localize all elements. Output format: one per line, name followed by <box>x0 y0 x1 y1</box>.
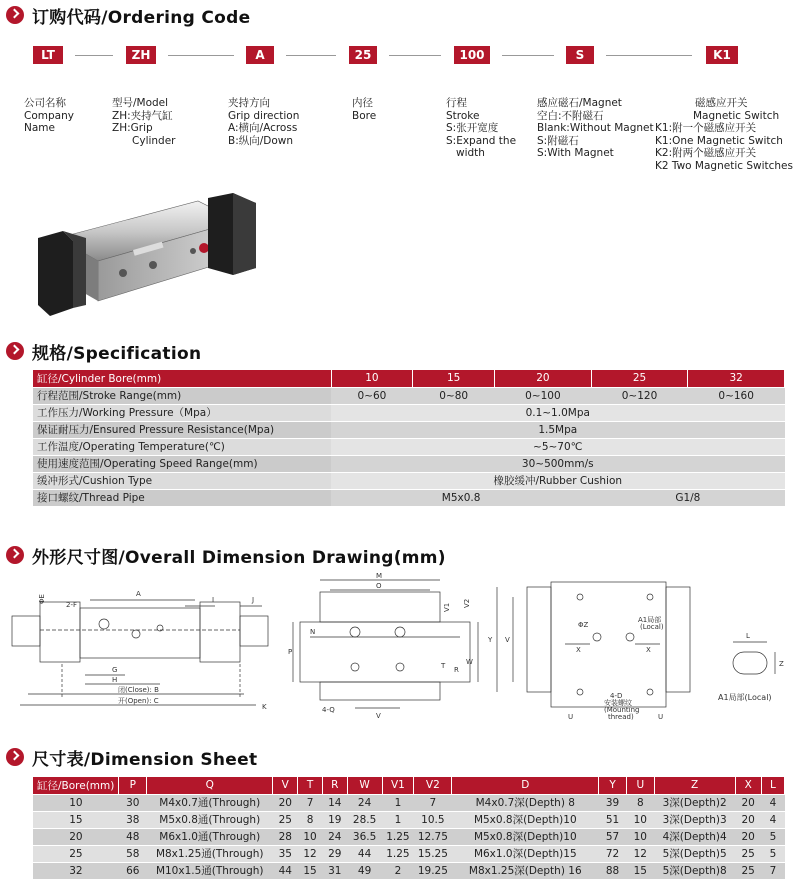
dim-cell: M5x0.8深(Depth)10 <box>452 811 599 828</box>
label-h: H <box>112 676 118 684</box>
code-desc-company: 公司名称 Company Name <box>24 97 74 134</box>
dim-cell: 12.75 <box>414 828 452 845</box>
dim-cell: 48 <box>119 828 147 845</box>
label-a: A <box>136 590 141 598</box>
spec-value: ~5~70℃ <box>331 438 785 455</box>
label-e: ΦE <box>38 594 46 604</box>
dim-cell: 57 <box>599 828 627 845</box>
spec-value: 0~120 <box>591 387 688 404</box>
dim-header-cell: V <box>273 777 298 794</box>
dim-cell: 20 <box>735 828 761 845</box>
label-u: U <box>568 713 574 721</box>
dim-cell: 20 <box>273 794 298 811</box>
spec-header-cell: 25 <box>591 370 688 387</box>
section-bullet-icon <box>6 6 24 24</box>
dim-cell: 10 <box>626 811 654 828</box>
label-u2: U <box>658 713 664 721</box>
dim-cell: 8 <box>626 794 654 811</box>
spec-label: 缓冲形式/Cushion Type <box>33 472 331 489</box>
dim-cell: 20 <box>33 828 119 845</box>
dim-cell: 10 <box>626 828 654 845</box>
dim-header-cell: D <box>452 777 599 794</box>
dim-cell: 58 <box>119 845 147 862</box>
label-b: 闭(Close): B <box>118 686 159 694</box>
dim-cell: 24 <box>322 828 347 845</box>
dim-cell: M8x1.25深(Depth) 16 <box>452 862 599 879</box>
spec-value: 0~60 <box>331 387 413 404</box>
dim-cell: 30 <box>119 794 147 811</box>
dim-header-cell: R <box>322 777 347 794</box>
spec-header-cell: 15 <box>413 370 495 387</box>
code-box-zh: ZH <box>126 46 156 64</box>
spec-row-stroke <box>33 387 785 404</box>
spec-value: 0~80 <box>413 387 495 404</box>
label-n: N <box>310 628 316 636</box>
code-box-100: 100 <box>454 46 490 64</box>
code-desc-switch: 磁感应开关 Magnetic Switch K1:附一个磁感应开关 K1:One Magnetic Switch K2:附两个磁感应开关 K2 Two Magnetic Switches <box>655 97 793 172</box>
section-bullet-icon <box>6 748 24 766</box>
spec-value: M5x0.8 <box>331 489 591 506</box>
dim-cell: 10 <box>33 794 119 811</box>
side-view <box>497 582 690 707</box>
dim-cell: 8 <box>298 811 323 828</box>
dim-cell: 31 <box>322 862 347 879</box>
table-row <box>33 828 785 845</box>
dim-cell: M4x0.7深(Depth) 8 <box>452 794 599 811</box>
local-detail <box>733 642 775 674</box>
dim-cell: 7 <box>414 794 452 811</box>
code-box-25: 25 <box>349 46 377 64</box>
dim-cell: 28.5 <box>347 811 382 828</box>
code-separator <box>606 55 692 56</box>
label-local-caption: A1局部(Local) <box>718 693 772 702</box>
dim-cell: 4深(Depth)4 <box>654 828 735 845</box>
label-z-local: Z <box>779 660 784 668</box>
dim-cell: 10.5 <box>414 811 452 828</box>
dim-cell: 35 <box>273 845 298 862</box>
dim-cell: 49 <box>347 862 382 879</box>
label-local-cn: A1局部 <box>638 616 662 624</box>
dim-header-cell: V1 <box>382 777 414 794</box>
ordering-section-header <box>6 4 250 26</box>
code-separator <box>75 55 113 56</box>
dim-cell: M6x1.0深(Depth)15 <box>452 845 599 862</box>
dim-cell: 12 <box>626 845 654 862</box>
label-d: 4-D <box>610 692 623 700</box>
table-row <box>33 811 785 828</box>
spec-row-pressure <box>33 404 785 421</box>
label-v1: V1 <box>443 602 451 612</box>
label-v2: V2 <box>463 598 471 608</box>
dim-cell: 7 <box>298 794 323 811</box>
dim-cell: 1.25 <box>382 828 414 845</box>
spec-section-header <box>6 340 201 362</box>
label-c: 开(Open): C <box>118 697 159 705</box>
label-r: R <box>454 666 459 674</box>
dim-header-cell: U <box>626 777 654 794</box>
dim-cell: 44 <box>347 845 382 862</box>
spec-value: G1/8 <box>591 489 784 506</box>
dim-cell: 72 <box>599 845 627 862</box>
dim-cell: 15 <box>626 862 654 879</box>
code-box-lt: LT <box>33 46 63 64</box>
table-row <box>33 845 785 862</box>
dim-cell: 24 <box>347 794 382 811</box>
dim-header-cell: Y <box>599 777 627 794</box>
dim-cell: 5深(Depth)8 <box>654 862 735 879</box>
dim-cell: 32 <box>33 862 119 879</box>
label-k: K <box>262 703 267 711</box>
dim-cell: 15 <box>33 811 119 828</box>
label-z: ΦZ <box>578 621 589 629</box>
dim-cell: M4x0.7通(Through) <box>147 794 273 811</box>
dim-cell: M10x1.5通(Through) <box>147 862 273 879</box>
drawing-section-header <box>6 544 446 566</box>
dim-cell: 19 <box>322 811 347 828</box>
dimension-drawing <box>0 572 800 732</box>
dim-cell: M8x1.25通(Through) <box>147 845 273 862</box>
dim-cell: 25 <box>735 845 761 862</box>
dim-header-row <box>33 777 785 794</box>
code-separator <box>168 55 234 56</box>
dim-cell: 44 <box>273 862 298 879</box>
dim-cell: 19.25 <box>414 862 452 879</box>
label-v-side: V <box>505 636 510 644</box>
spec-header-cell: 20 <box>495 370 592 387</box>
spec-label: 保证耐压力/Ensured Pressure Resistance(Mpa) <box>33 421 331 438</box>
dim-cell: 1.25 <box>382 845 414 862</box>
dimension-section-header <box>6 746 257 768</box>
product-photo <box>28 193 268 328</box>
label-x: X <box>576 646 581 654</box>
dim-cell: 36.5 <box>347 828 382 845</box>
label-mount-en2: thread) <box>608 713 634 721</box>
spec-header-row <box>33 370 785 387</box>
code-box-k1: K1 <box>706 46 738 64</box>
code-box-a: A <box>246 46 274 64</box>
dim-cell: 15 <box>298 862 323 879</box>
code-box-s: S <box>566 46 594 64</box>
dimension-table <box>33 777 785 880</box>
dim-cell: 66 <box>119 862 147 879</box>
dim-cell: 5 <box>761 828 784 845</box>
spec-header-cell: 32 <box>688 370 785 387</box>
label-q: 4-Q <box>322 706 335 714</box>
spec-row-thread <box>33 489 785 506</box>
section-title-spec: 规格/Specification <box>32 343 202 364</box>
dim-header-cell: Z <box>654 777 735 794</box>
spec-value: 30~500mm/s <box>331 455 785 472</box>
dim-cell: 14 <box>322 794 347 811</box>
dim-header-cell: L <box>761 777 784 794</box>
code-desc-grip: 夹持方向 Grip direction A:横向/Across B:纵向/Down <box>228 97 300 147</box>
label-t: T <box>441 662 446 670</box>
spec-value: 橡胶缓冲/Rubber Cushion <box>331 472 785 489</box>
dim-body <box>33 794 785 879</box>
spec-label: 工作温度/Operating Temperature(℃) <box>33 438 331 455</box>
section-bullet-icon <box>6 546 24 564</box>
dim-cell: 51 <box>599 811 627 828</box>
section-title-drawing: 外形尺寸图/Overall Dimension Drawing(mm) <box>32 547 446 568</box>
dim-cell: 25 <box>33 845 119 862</box>
label-g: G <box>112 666 118 674</box>
dim-cell: 28 <box>273 828 298 845</box>
spec-header-cell: 缸径/Cylinder Bore(mm) <box>33 370 331 387</box>
dim-cell: 25 <box>735 862 761 879</box>
spec-label: 使用速度范围/Operating Speed Range(mm) <box>33 455 331 472</box>
dim-cell: 1 <box>382 811 414 828</box>
dim-cell: 20 <box>735 811 761 828</box>
spec-row-cushion <box>33 472 785 489</box>
spec-label: 接口螺纹/Thread Pipe <box>33 489 331 506</box>
label-o: O <box>376 582 382 590</box>
dim-cell: 4 <box>761 811 784 828</box>
label-mount-en1: (Mounting <box>604 706 640 714</box>
dim-cell: 4 <box>761 794 784 811</box>
section-bullet-icon <box>6 342 24 360</box>
dim-header-cell: V2 <box>414 777 452 794</box>
dim-cell: 5深(Depth)5 <box>654 845 735 862</box>
dim-cell: 10 <box>298 828 323 845</box>
dim-cell: 7 <box>761 862 784 879</box>
spec-label: 工作压力/Working Pressure（Mpa） <box>33 404 331 421</box>
section-title-ordering: 订购代码/Ordering Code <box>32 7 251 28</box>
table-row <box>33 862 785 879</box>
dim-cell: 1 <box>382 794 414 811</box>
spec-value: 0~160 <box>688 387 785 404</box>
dim-cell: 2 <box>382 862 414 879</box>
code-desc-magnet: 感应磁石/Magnet 空白:不附磁石 Blank:Without Magnet S:附磁石 S:With Magnet <box>537 97 654 159</box>
dim-cell: 39 <box>599 794 627 811</box>
spec-value: 0.1~1.0Mpa <box>331 404 785 421</box>
dim-cell: 3深(Depth)2 <box>654 794 735 811</box>
dim-cell: M5x0.8深(Depth)10 <box>452 828 599 845</box>
dim-header-cell: P <box>119 777 147 794</box>
dim-cell: 12 <box>298 845 323 862</box>
dim-cell: 88 <box>599 862 627 879</box>
dim-cell: 15.25 <box>414 845 452 862</box>
spec-value: 1.5Mpa <box>331 421 785 438</box>
code-separator <box>389 55 441 56</box>
label-x2: X <box>646 646 651 654</box>
spec-header-cell: 10 <box>331 370 413 387</box>
spec-row-temp <box>33 438 785 455</box>
dim-cell: 25 <box>273 811 298 828</box>
dim-cell: M5x0.8通(Through) <box>147 811 273 828</box>
label-i: I <box>212 596 215 604</box>
label-m: M <box>376 572 383 580</box>
spec-row-proof <box>33 421 785 438</box>
spec-label: 行程范围/Stroke Range(mm) <box>33 387 331 404</box>
dim-header-cell: 缸径/Bore(mm) <box>33 777 119 794</box>
label-w: W <box>466 658 473 666</box>
dim-cell: 29 <box>322 845 347 862</box>
label-y: Y <box>488 636 493 644</box>
label-f: 2-F <box>66 601 78 609</box>
dim-header-cell: W <box>347 777 382 794</box>
section-title-dimension: 尺寸表/Dimension Sheet <box>32 749 258 770</box>
label-j: J <box>252 596 255 604</box>
label-local-en: (Local) <box>640 623 664 631</box>
code-desc-model: 型号/Model ZH:夹持气缸 ZH:Grip Cylinder <box>112 97 176 147</box>
dim-cell: 38 <box>119 811 147 828</box>
code-desc-stroke: 行程 Stroke S:张开宽度 S:Expand the width <box>446 97 517 159</box>
label-mount-cn: 安装螺纹 <box>604 699 632 707</box>
spec-row-speed <box>33 455 785 472</box>
dim-header-cell: X <box>735 777 761 794</box>
dim-header-cell: Q <box>147 777 273 794</box>
spec-table <box>33 370 785 507</box>
spec-value: 0~100 <box>495 387 592 404</box>
code-separator <box>502 55 554 56</box>
dim-cell: 5 <box>761 845 784 862</box>
label-l: L <box>746 632 750 640</box>
code-desc-bore: 内径 Bore <box>352 97 377 122</box>
code-separator <box>286 55 336 56</box>
table-row <box>33 794 785 811</box>
dim-header-cell: T <box>298 777 323 794</box>
top-view <box>293 580 478 708</box>
dim-cell: 3深(Depth)3 <box>654 811 735 828</box>
dim-cell: M6x1.0通(Through) <box>147 828 273 845</box>
label-v: V <box>376 712 381 720</box>
dim-cell: 20 <box>735 794 761 811</box>
label-p: P <box>288 648 293 656</box>
